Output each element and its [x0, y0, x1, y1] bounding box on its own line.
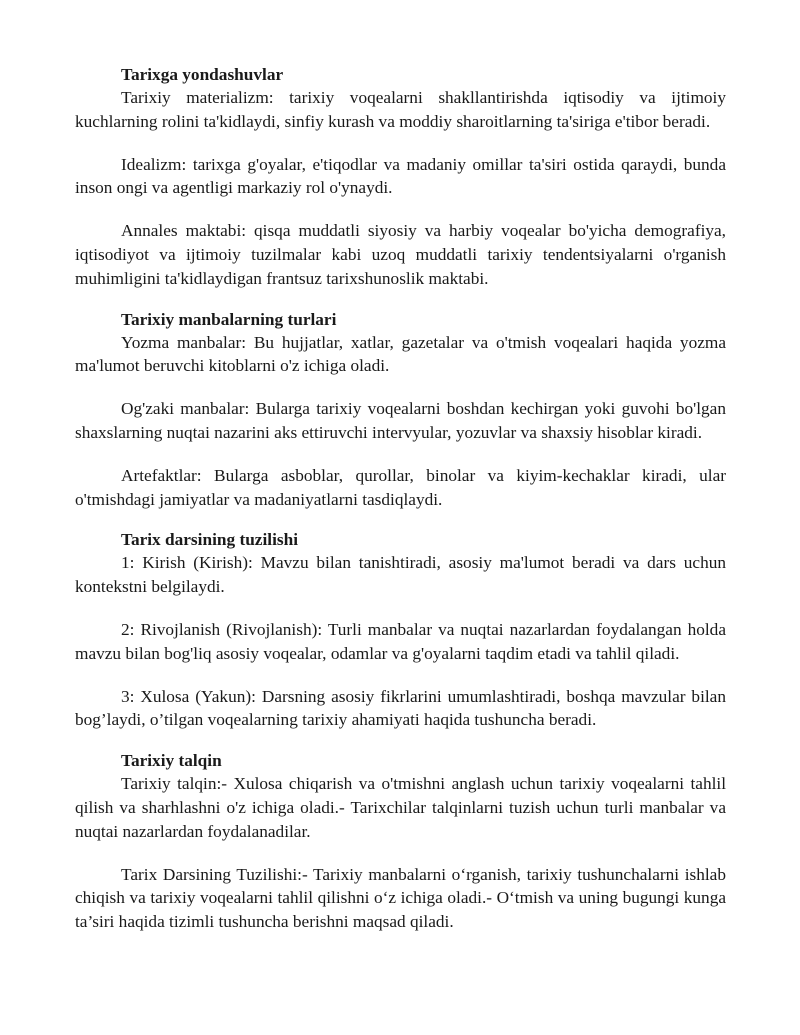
section-gap — [75, 511, 726, 529]
paragraph: 1: Kirish (Kirish): Mavzu bilan tanishtiradi, asosiy ma'lumot beradi va dars uchun kontekstni belgilaydi. — [75, 553, 726, 597]
paragraph: 3: Xulosa (Yakun): Darsning asosiy fikrlarini umumlashtiradi, boshqa mavzular bilan bog’laydi, o’tilgan voqealarning tarixiy ahamiyati haqida tushuncha beradi. — [75, 686, 726, 730]
paragraph: 2: Rivojlanish (Rivojlanish): Turli manbalar va nuqtai nazarlardan foydalangan holda mavzu bilan bog'liq asosiy voqealar, odamlar va g'oyalarni taqdim etadi va tahlil qiladi. — [75, 619, 726, 663]
paragraph-gap — [75, 200, 726, 219]
section-heading-lesson-structure: Tarix darsining tuzilishi — [121, 530, 299, 550]
section-heading-approaches: Tarixga yondashuvlar — [121, 65, 284, 84]
paragraph-gap — [75, 666, 726, 685]
paragraph-gap — [75, 844, 726, 863]
paragraph: Og'zaki manbalar: Bularga tarixiy voqealarni boshdan kechirgan yoki guvohi bo'lgan shaxslarning nuqtai nazarini aks ettiruvchi intervyular, yozuvlar va shaxsiy hisoblar kiradi. — [75, 399, 726, 442]
paragraph: Idealizm: tarixga g'oyalar, e'tiqodlar va madaniy omillar ta'siri ostida qaraydi, bunda inson ongi va agentligi markaziy rol o'ynaydi. — [75, 154, 726, 198]
section-gap — [75, 291, 726, 309]
paragraph: Tarix Darsining Tuzilishi:- Tarixiy manbalarni o‘rganish, tarixiy tushunchalarni ishlab chiqish va tarixiy voqealarni tahlil qilishni o‘z ichiga oladi.- O‘tmish va uning bugungi kunga ta’siri haqida tizimli tushuncha berishni maqsad qiladi. — [75, 864, 726, 932]
paragraph: Yozma manbalar: Bu hujjatlar, xatlar, gazetalar va o'tmish voqealari haqida yozma ma'lumot beruvchi kitoblarni o'z ichiga oladi. — [75, 332, 726, 376]
paragraph: Artefaktlar: Bularga asboblar, qurollar, binolar va kiyim-kechaklar kiradi, ular o'tmishdagi jamiyatlar va madaniyatlarni tasdiqlaydi. — [75, 465, 726, 509]
paragraph-gap — [75, 445, 726, 464]
paragraph-gap — [75, 599, 726, 618]
paragraph-gap — [75, 134, 726, 153]
section-gap — [75, 732, 726, 750]
paragraph: Annales maktabi: qisqa muddatli siyosiy va harbiy voqealar bo'yicha demografiya, iqtisodiyot va ijtimoiy tuzilmalar kabi uzoq muddatli tarixiy tendentsiyalarni o'rganish muhimligini ta'kidlaydigan frantsuz tarixshunoslik maktabi. — [75, 221, 726, 288]
section-heading-interpretation: Tarixiy talqin — [121, 751, 222, 771]
section-heading-source-types: Tarixiy manbalarning turlari — [121, 309, 337, 329]
paragraph-gap — [75, 378, 726, 397]
paragraph: Tarixiy talqin:- Xulosa chiqarish va o'tmishni anglash uchun tarixiy voqealarni tahlil qilish va sharhlashni o'z ichiga oladi.- Tarixchilar talqinlarni tuzish uchun turli manbalar va nuqtai nazarlardan foydalanadilar. — [75, 774, 726, 841]
paragraph: Tarixiy materializm: tarixiy voqealarni shakllantirishda iqtisodiy va ijtimoiy kuchlarning rolini ta'kidlaydi, sinfiy kurash va moddiy sharoitlarning ta'siriga e'tibor beradi. — [75, 88, 726, 131]
